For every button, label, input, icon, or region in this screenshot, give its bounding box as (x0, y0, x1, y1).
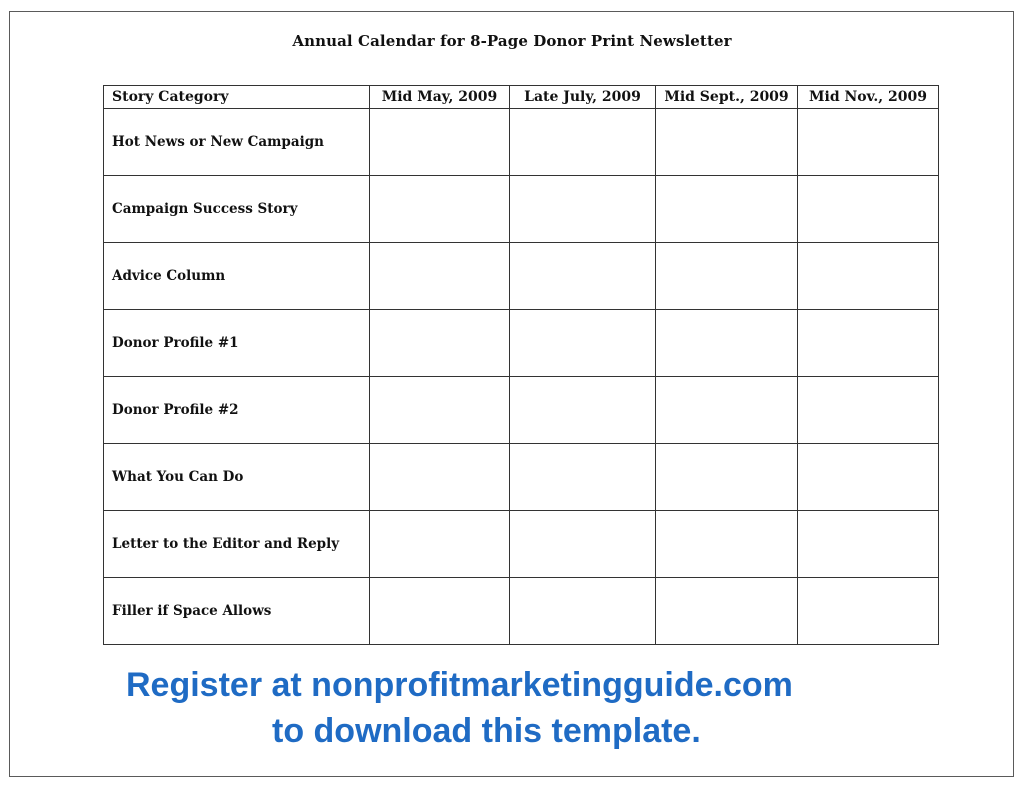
table-cell (510, 310, 656, 377)
table-cell (510, 109, 656, 176)
table-cell (798, 109, 939, 176)
table-cell (798, 578, 939, 645)
row-category-label: Advice Column (104, 243, 370, 310)
document-title: Annual Calendar for 8-Page Donor Print Newsletter (292, 32, 732, 50)
table-cell (370, 578, 510, 645)
table-cell (370, 310, 510, 377)
table-cell (798, 310, 939, 377)
calendar-table (103, 85, 939, 645)
table-row (104, 310, 939, 377)
table-cell (510, 444, 656, 511)
table-cell (656, 444, 798, 511)
header-story-category: Story Category (104, 86, 370, 109)
table-cell (656, 176, 798, 243)
register-call-to-action: Register at nonprofitmarketingguide.com (126, 666, 793, 704)
header-mid-sept-2009: Mid Sept., 2009 (656, 86, 798, 109)
table-cell (798, 511, 939, 578)
table-cell (656, 578, 798, 645)
table-cell (370, 243, 510, 310)
table-cell (370, 377, 510, 444)
table-cell (798, 176, 939, 243)
table-row (104, 109, 939, 176)
table-cell (370, 511, 510, 578)
row-category-label: What You Can Do (104, 444, 370, 511)
table-cell (510, 511, 656, 578)
row-category-label: Campaign Success Story (104, 176, 370, 243)
table-row (104, 578, 939, 645)
table-cell (798, 243, 939, 310)
header-row (104, 86, 939, 109)
table-cell (656, 310, 798, 377)
table-cell (656, 377, 798, 444)
row-category-label: Filler if Space Allows (104, 578, 370, 645)
table-cell (510, 578, 656, 645)
row-category-label: Letter to the Editor and Reply (104, 511, 370, 578)
table-row (104, 243, 939, 310)
table-row (104, 511, 939, 578)
table-cell (370, 444, 510, 511)
row-category-label: Hot News or New Campaign (104, 109, 370, 176)
row-category-label: Donor Profile #2 (104, 377, 370, 444)
download-template-note: to download this template. (272, 712, 701, 750)
table-cell (510, 377, 656, 444)
table-cell (656, 243, 798, 310)
table-cell (656, 109, 798, 176)
table-cell (798, 444, 939, 511)
table-row (104, 176, 939, 243)
table-cell (656, 511, 798, 578)
row-category-label: Donor Profile #1 (104, 310, 370, 377)
header-mid-nov-2009: Mid Nov., 2009 (798, 86, 939, 109)
table-cell (510, 243, 656, 310)
header-late-july-2009: Late July, 2009 (510, 86, 656, 109)
table-row (104, 377, 939, 444)
table-cell (510, 176, 656, 243)
table-cell (370, 109, 510, 176)
table-row (104, 444, 939, 511)
table-cell (370, 176, 510, 243)
table-cell (798, 377, 939, 444)
header-mid-may-2009: Mid May, 2009 (370, 86, 510, 109)
